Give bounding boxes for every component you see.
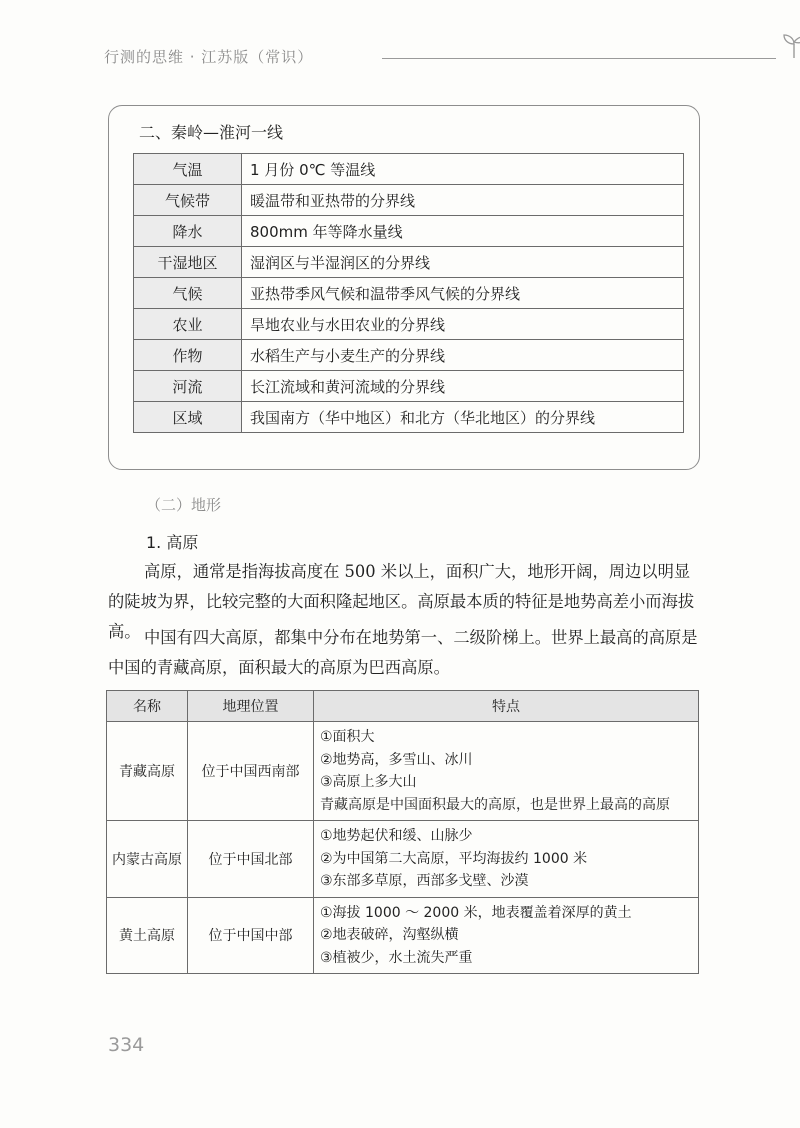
row-value: 1 月份 0℃ 等温线	[242, 154, 684, 185]
plateau-table	[106, 690, 699, 974]
table-row	[107, 722, 699, 821]
table-row	[134, 309, 684, 340]
row-key: 气温	[134, 154, 242, 185]
row-key: 气候带	[134, 185, 242, 216]
plateau-location: 位于中国西南部	[188, 722, 314, 821]
plateau-name: 黄土高原	[107, 897, 188, 974]
plateau-name: 内蒙古高原	[107, 821, 188, 898]
header-cell-features: 特点	[314, 691, 699, 722]
box-title: 二、秦岭—淮河一线	[139, 123, 284, 142]
row-key: 河流	[134, 371, 242, 402]
qinling-info-box	[108, 105, 700, 470]
plateau-features	[314, 821, 699, 898]
row-key: 区域	[134, 402, 242, 433]
subsection-heading: 1. 高原	[146, 533, 199, 552]
plateau-location: 位于中国北部	[188, 821, 314, 898]
header-cell-name: 名称	[107, 691, 188, 722]
table-row	[134, 402, 684, 433]
row-value: 旱地农业与水田农业的分界线	[242, 309, 684, 340]
row-key: 农业	[134, 309, 242, 340]
row-value: 我国南方（华中地区）和北方（华北地区）的分界线	[242, 402, 684, 433]
qinling-table	[133, 153, 684, 433]
header-rule	[382, 58, 776, 59]
feature-line: ①面积大	[320, 729, 375, 745]
row-key: 干湿地区	[134, 247, 242, 278]
page-header	[104, 40, 704, 80]
plateau-features	[314, 722, 699, 821]
table-row	[107, 897, 699, 974]
feature-line: ①地势起伏和缓、山脉少	[320, 828, 473, 844]
table-row	[134, 247, 684, 278]
table-header-row	[107, 691, 699, 722]
feature-line: ③植被少，水土流失严重	[320, 949, 473, 966]
row-key: 降水	[134, 216, 242, 247]
header-title: 行测的思维 · 江苏版（常识）	[104, 48, 314, 66]
row-value: 水稻生产与小麦生产的分界线	[242, 340, 684, 371]
page-number: 334	[108, 1034, 145, 1056]
feature-line: 青藏高原是中国面积最大的高原，也是世界上最高的高原	[320, 796, 670, 813]
feature-line: ③高原上多大山	[320, 774, 417, 790]
feature-line: ②为中国第二大高原，平均海拔约 1000 米	[320, 850, 588, 867]
row-value: 亚热带季风气候和温带季风气候的分界线	[242, 278, 684, 309]
section-heading: （二）地形	[146, 496, 222, 514]
table-row	[134, 216, 684, 247]
sprout-icon	[776, 28, 800, 64]
feature-line: ②地势高，多雪山、冰川	[320, 751, 473, 768]
header-cell-location: 地理位置	[188, 691, 314, 722]
row-value: 暖温带和亚热带的分界线	[242, 185, 684, 216]
feature-line: ③东部多草原，西部多戈壁、沙漠	[320, 873, 529, 889]
paragraph-definition: 高原，通常是指海拔高度在 500 米以上，面积广大，地形开阔，周边以明显的陡坡为界，比较完整的大面积隆起地区。高原最本质的特征是地势高差小而海拔高。	[108, 562, 695, 641]
row-value: 湿润区与半湿润区的分界线	[242, 247, 684, 278]
plateau-name: 青藏高原	[107, 722, 188, 821]
table-row	[134, 185, 684, 216]
table-row	[134, 371, 684, 402]
paragraph-four-plateaus: 中国有四大高原，都集中分布在地势第一、二级阶梯上。世界上最高的高原是中国的青藏高原，面积最大的高原为巴西高原。	[108, 628, 698, 677]
row-key: 作物	[134, 340, 242, 371]
feature-line: ②地表破碎，沟壑纵横	[320, 927, 459, 943]
table-row	[107, 821, 699, 898]
table-row	[134, 340, 684, 371]
row-key: 气候	[134, 278, 242, 309]
row-value: 800mm 年等降水量线	[242, 216, 684, 247]
row-value: 长江流域和黄河流域的分界线	[242, 371, 684, 402]
plateau-features	[314, 897, 699, 974]
plateau-location: 位于中国中部	[188, 897, 314, 974]
table-row	[134, 154, 684, 185]
table-row	[134, 278, 684, 309]
feature-line: ①海拔 1000 ～ 2000 米，地表覆盖着深厚的黄土	[320, 904, 632, 921]
